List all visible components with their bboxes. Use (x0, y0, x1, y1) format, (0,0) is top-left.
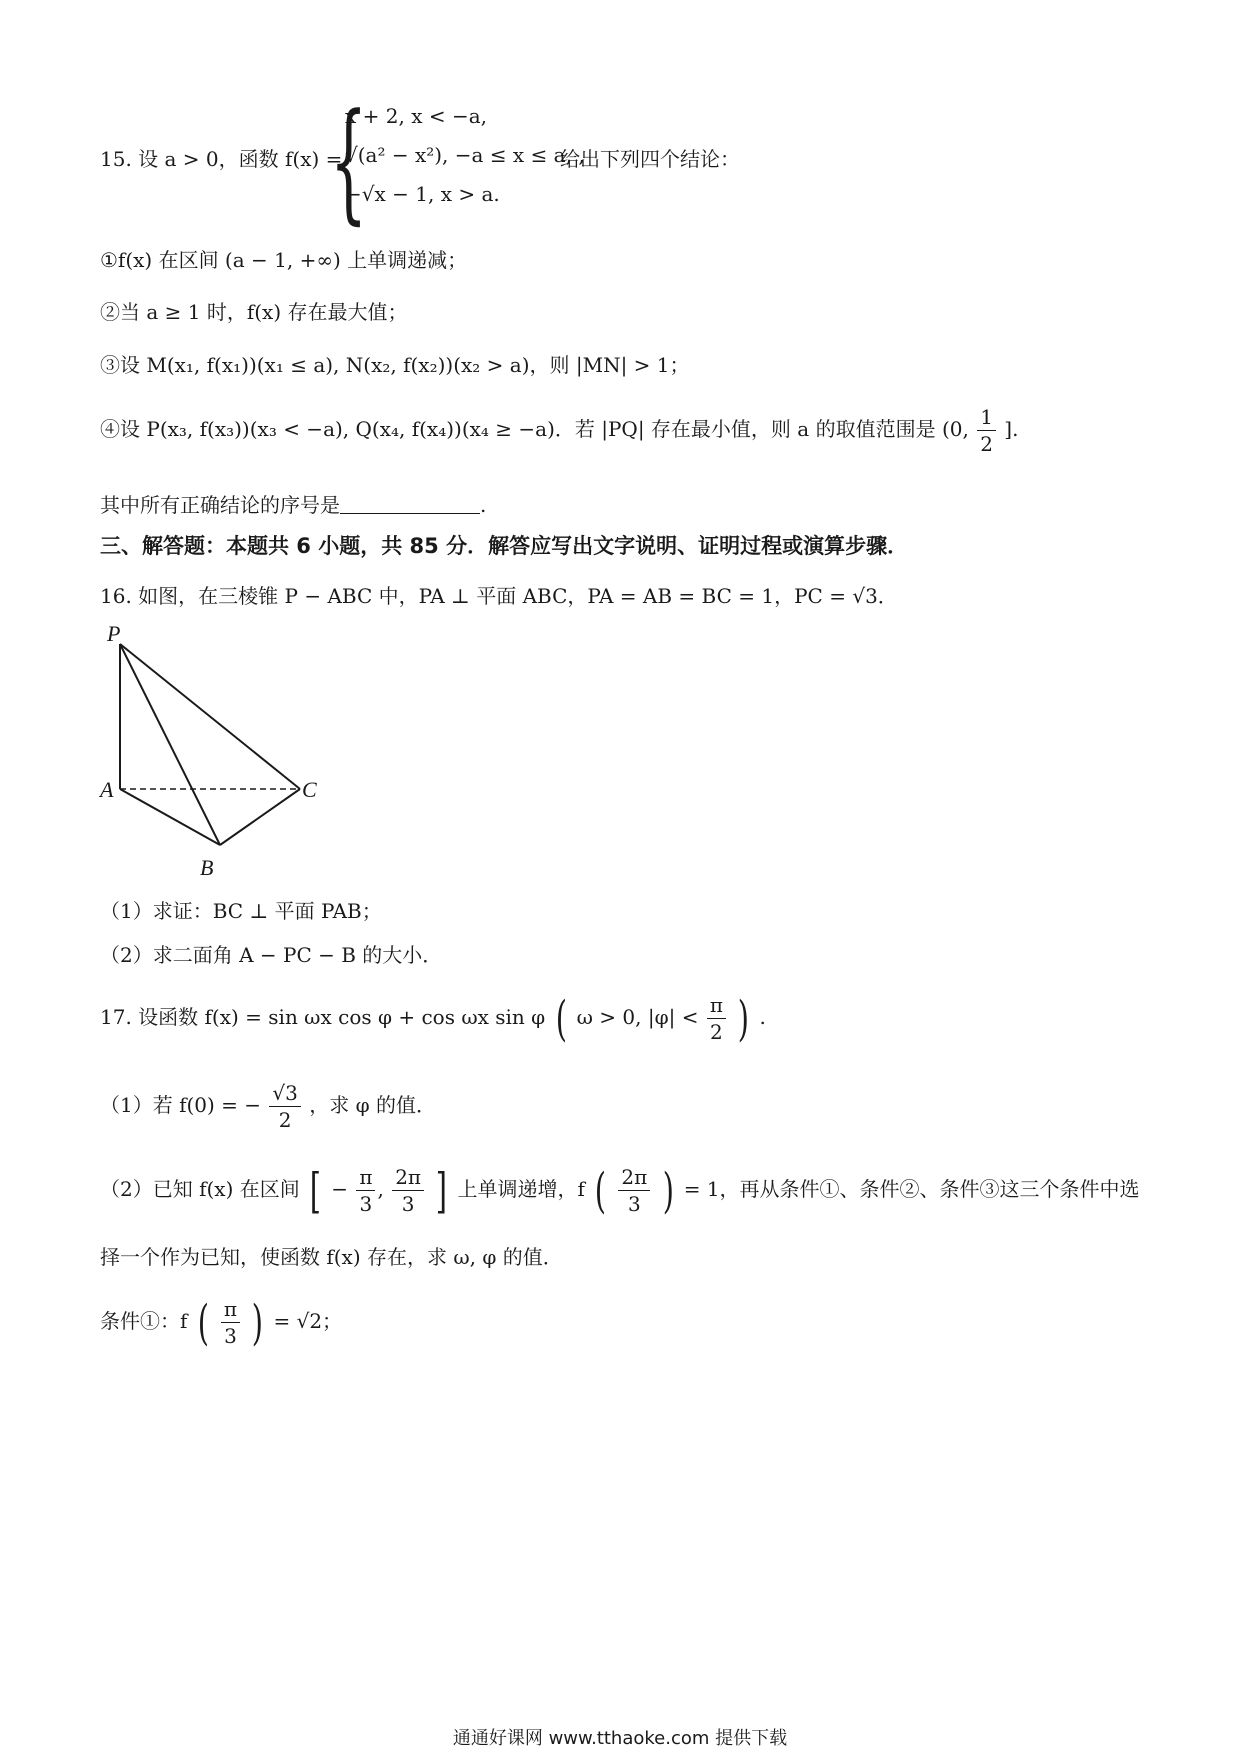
q15-conclusion-3: ③设 M(x₁, f(x₁))(x₁ ≤ a), N(x₂, f(x₂))(x₂ > a)，则 |MN| > 1； (100, 353, 690, 377)
page-footer: 通通好课网 www.tthaoke.com 提供下载 (452, 1728, 788, 1749)
q17-condition-1 (100, 1296, 342, 1349)
q17-stem-end: . (759, 1005, 766, 1029)
q17-p2-a: （2）已知 f(x) 在区间 (100, 1177, 300, 1201)
bracket-close: ] (436, 1162, 448, 1219)
q17-p2-f1-den: 3 (359, 1192, 373, 1216)
vertex-label-A: A (100, 777, 114, 802)
edge-BC (220, 789, 300, 845)
q17-p1-frac-den: 2 (278, 1108, 292, 1132)
q17-p2-f2-num: 2π (392, 1164, 424, 1191)
q17-cond1-a: 条件①：f (100, 1309, 188, 1333)
q17-p1-a: （1）若 f(0) = − (100, 1093, 262, 1117)
edge-PC (120, 644, 300, 789)
q15-ask (100, 489, 486, 518)
q17-stem-fraction (707, 992, 726, 1045)
q17-p2-fraction-3 (618, 1164, 650, 1217)
q15-conclusion-4 (100, 404, 1018, 457)
q16-part-1: （1）求证：BC ⊥ 平面 PAB； (100, 899, 382, 923)
q17-part-2-cont: 择一个作为已知，使函数 f(x) 存在，求 ω, φ 的值． (100, 1245, 563, 1269)
q17-stem-a: 17. 设函数 f(x) = sin ωx cos φ + cos ωx sin φ (100, 1005, 546, 1029)
answer-blank (340, 495, 480, 514)
minus-sign: − (331, 1177, 348, 1201)
edge-PB (120, 644, 220, 845)
paren-close-3: ) (252, 1294, 264, 1351)
q17-p2-f1-num: π (356, 1164, 375, 1191)
paren-open-3: ( (197, 1294, 209, 1351)
q17-p1-frac-num: √3 (269, 1080, 300, 1107)
q17-cond1-fraction (221, 1296, 240, 1349)
q17-p2-fraction-1 (356, 1164, 375, 1217)
q17-p1-b: ，求 φ 的值． (309, 1093, 436, 1117)
q15-case3: −√x − 1, x > a. (345, 182, 500, 206)
tetrahedron-figure (95, 615, 345, 885)
q17-cond1-frac-den: 3 (224, 1324, 237, 1348)
q15-c4-frac-num: 1 (977, 404, 996, 431)
q15-conclusion-2: ②当 a ≥ 1 时，f(x) 存在最大值； (100, 300, 408, 324)
q15-c4-open: (0, (941, 417, 969, 441)
q17-cond1-b: = √2； (273, 1309, 343, 1333)
q15-case2: √(a² − x²), −a ≤ x ≤ a, , (345, 143, 585, 167)
q17-p2-fraction-2 (392, 1164, 424, 1217)
q17-p2-c: = 1，再从条件①、条件②、条件③这三个条件中选 (683, 1177, 1140, 1201)
q15-case1: x + 2, x < −a, (345, 104, 487, 128)
q16-part-2: （2）求二面角 A − PC − B 的大小． (100, 943, 443, 967)
q17-p2-f3-den: 3 (627, 1192, 641, 1216)
vertex-label-P: P (107, 621, 121, 646)
bracket-open: [ (309, 1162, 322, 1219)
paren-open: ( (555, 990, 567, 1047)
q17-p2-f3-num: 2π (618, 1164, 650, 1191)
q15-c4-main: ④设 P(x₃, f(x₃))(x₃ < −a), Q(x₄, f(x₄))(x₄ ≥ −a)．若 |PQ| 存在最小值，则 a 的取值范围是 (100, 417, 936, 441)
q17-part-1 (100, 1080, 436, 1133)
section-3-heading: 三、解答题：本题共 6 小题，共 85 分．解答应写出文字说明、证明过程或演算步骤． (100, 534, 909, 558)
q15-prefix: 15. 设 a > 0，函数 f(x) = (100, 147, 343, 171)
q17-p2-f2-den: 3 (401, 1192, 415, 1216)
q17-stem-cond: ω > 0, |φ| < (576, 1005, 699, 1029)
q15-ask-end: . (480, 493, 487, 517)
q15-c4-frac-den: 2 (980, 432, 993, 456)
q17-stem (100, 992, 766, 1045)
q17-stem-frac-num: π (707, 992, 726, 1019)
q17-stem-frac-den: 2 (710, 1020, 723, 1044)
vertex-label-C: C (302, 777, 317, 802)
paren-open-2: ( (595, 1162, 607, 1219)
q17-p1-fraction (269, 1080, 300, 1133)
paren-close: ) (738, 990, 750, 1047)
q15-conclusion-1: ①f(x) 在区间 (a − 1, +∞) 上单调递减； (100, 248, 468, 272)
q15-c4-close: ]. (1004, 417, 1019, 441)
q16-stem: 16. 如图，在三棱锥 P − ABC 中，PA ⊥ 平面 ABC，PA = AB = BC = 1，PC = √3． (100, 584, 898, 608)
q15-brace: { (330, 85, 368, 237)
q17-p2-b: 上单调递增，f (457, 1177, 585, 1201)
q15-c4-fraction (977, 404, 996, 457)
q17-part-2: （2）已知 f(x) 在区间 [ − $\frac{\pi}{3}$ , $\frac{2\pi}{3}$ ] 上单调递增，f ( $\frac{2\pi}{3}$ ) = 1，再从条件①、条件②、条件③这三个条件中选 (100, 1162, 1140, 1219)
paren-close-2: ) (662, 1162, 674, 1219)
q15-suffix: 给出下列四个结论： (560, 147, 740, 171)
q15-ask-text: 其中所有正确结论的序号是 (100, 493, 340, 517)
vertex-label-B: B (200, 855, 214, 880)
q17-cond1-frac-num: π (221, 1296, 240, 1323)
